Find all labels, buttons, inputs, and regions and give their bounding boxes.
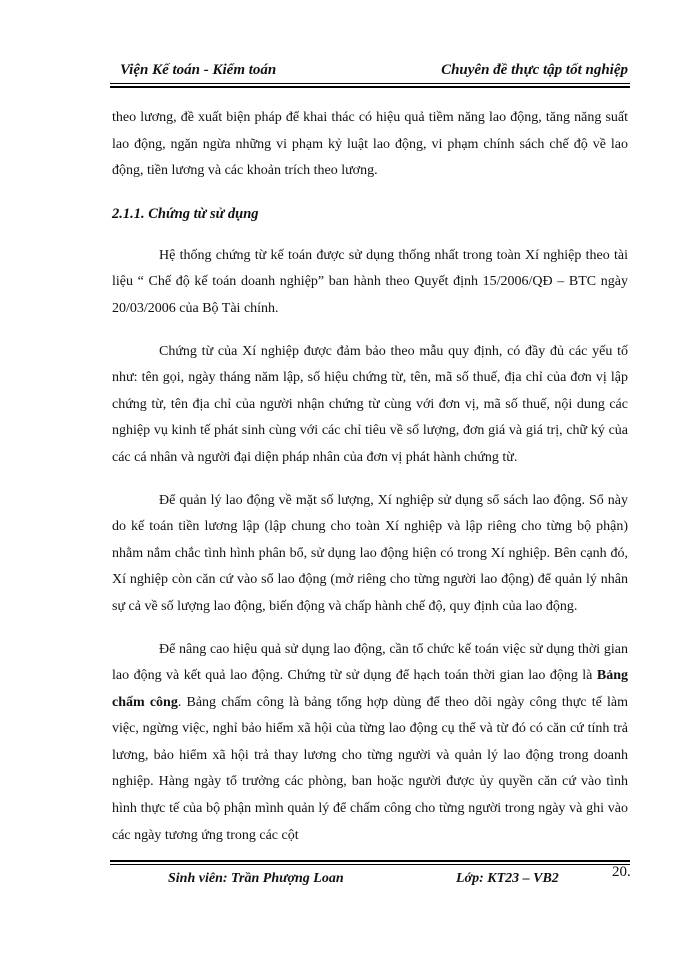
paragraph-timesheet — [112, 637, 628, 850]
footer-rule-thin — [110, 864, 630, 865]
page-number: 20. — [612, 864, 631, 880]
footer-student-name: Sinh viên: Trần Phượng Loan — [168, 871, 344, 886]
paragraph-continuation: theo lương, đề xuất biện pháp để khai thác có hiệu quả tiềm năng lao động, tăng năng suất lao động, ngăn ngừa những vi phạm kỷ luật lao động, vi phạm chính sách chế độ về lao động, tiền lương và các khoản trích theo lương. — [112, 110, 628, 179]
spacer — [112, 621, 628, 637]
spacer — [112, 185, 628, 201]
document-body — [112, 105, 628, 849]
section-heading: 2.1.1. Chứng từ sử dụng — [112, 205, 259, 222]
timesheet-text-before: Để nâng cao hiệu quả sử dụng lao động, cần tổ chức kế toán việc sử dụng thời gian lao động và kết quả lao động. Chứng từ sử dụng để hạch toán thời gian lao động là — [112, 641, 628, 684]
page-footer — [110, 860, 630, 890]
timesheet-term: Bảng chấm công — [112, 668, 628, 710]
header-rule-thick — [110, 86, 630, 88]
spacer — [112, 472, 628, 488]
paragraph-document-requirements: Chứng từ của Xí nghiệp được đảm bảo theo mẫu quy định, có đầy đủ các yếu tố như: tên gọi, ngày tháng năm lập, số hiệu chứng từ, tên, mã số thuế, địa chỉ của đơn vị lập chứng từ, tên địa chỉ của người nhận chứng từ cùng với đơn vị, mã số thuế, nội dung các nghiệp vụ kinh tế phát sinh cùng với các chỉ tiêu về số lượng, đơn giá và giá trị, chữ ký của các cá nhân và người đại diện pháp nhân của đơn vị phát hành chứng từ. — [112, 343, 628, 465]
footer-rule-thick — [110, 860, 630, 862]
header-document-type: Chuyên đề thực tập tốt nghiệp — [441, 62, 628, 78]
footer-class: Lớp: KT23 – VB2 — [456, 871, 559, 886]
paragraph-labor-management: Để quản lý lao động về mặt số lượng, Xí nghiệp sử dụng sổ sách lao động. Sổ này do kế toán tiền lương lập (lập chung cho toàn Xí nghiệp và lập riêng cho từng bộ phận) nhằm nắm chắc tình hình phân bổ, sử dụng lao động hiện có trong Xí nghiệp. Bên cạnh đó, Xí nghiệp còn căn cứ vào sổ lao động (mở riêng cho từng người lao động) để quản lý nhân sự cả về số lượng lao động, biến động và chấp hành chế độ, quy định của lao động. — [112, 492, 628, 614]
header-rule-thin — [110, 83, 630, 84]
spacer — [112, 227, 628, 243]
spacer — [112, 323, 628, 339]
page-header — [110, 56, 630, 82]
paragraph-accounting-system: Hệ thống chứng từ kế toán được sử dụng thống nhất trong toàn Xí nghiệp theo tài liệu “ Chế độ kế toán doanh nghiệp” ban hành theo Quyết định 15/2006/QĐ – BTC ngày 20/03/2006 của Bộ Tài chính. — [112, 247, 628, 316]
header-institute: Viện Kế toán - Kiểm toán — [120, 62, 277, 78]
timesheet-text-after: . Bảng chấm công là bảng tổng hợp dùng để theo dõi ngày công thực tế làm việc, ngừng việc, nghỉ bảo hiểm xã hội của từng lao động cụ thể và từ đó có căn cứ tính trả lương, bảo hiểm xã hội trả thay lương cho từng người và quản lý lao động trong doanh nghiệp. Hàng ngày tổ trưởng các phòng, ban hoặc người được ủy quyền căn cứ vào tình hình thực tế của bộ phận mình quản lý để chấm công cho từng người trong ngày và ghi vào các ngày tương ứng trong các cột — [112, 694, 628, 843]
